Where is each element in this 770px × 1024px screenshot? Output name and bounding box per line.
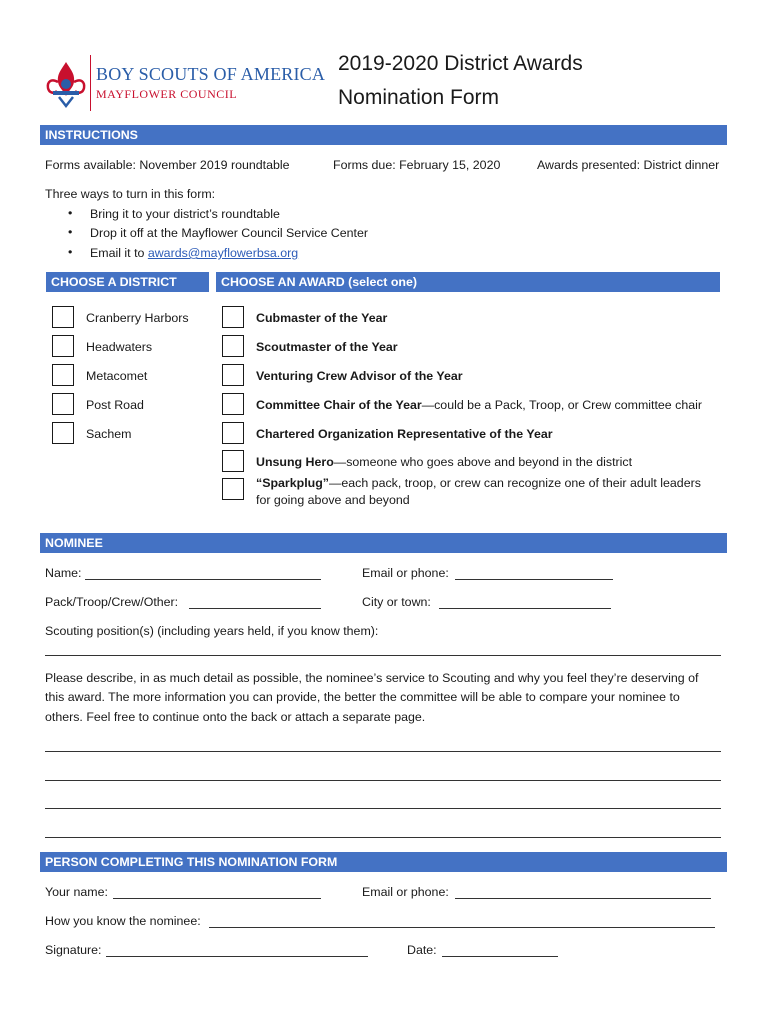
your-name-label: Your name: bbox=[45, 885, 108, 899]
completer-heading: PERSON COMPLETING THIS NOMINATION FORM bbox=[40, 852, 727, 872]
way-service-center: Drop it off at the Mayflower Council Service Center bbox=[90, 226, 368, 240]
completer-email-label: Email or phone: bbox=[362, 885, 449, 899]
describe-line2: this award. The more information you can provide, the better the committee will be able to compare your nominee to bbox=[45, 690, 680, 704]
awards-email-link[interactable]: awards@mayflowerbsa.org bbox=[147, 246, 299, 260]
nominee-city-label: City or town: bbox=[362, 595, 431, 609]
award-name: Unsung Hero bbox=[256, 455, 334, 469]
district-label: Cranberry Harbors bbox=[86, 311, 189, 325]
district-label: Metacomet bbox=[86, 369, 148, 383]
signature-label: Signature: bbox=[45, 943, 102, 957]
nominee-heading: NOMINEE bbox=[40, 533, 727, 553]
award-checkbox-unsung-hero[interactable] bbox=[222, 450, 244, 472]
fleur-de-lis-icon bbox=[45, 60, 87, 110]
how-know-field[interactable] bbox=[209, 927, 715, 928]
bsa-logo bbox=[45, 60, 87, 110]
ways-intro: Three ways to turn in this form: bbox=[45, 187, 216, 201]
award-checkbox-cor[interactable] bbox=[222, 422, 244, 444]
award-label-sparkplug bbox=[256, 476, 701, 490]
forms-available: Forms available: November 2019 roundtable bbox=[45, 158, 290, 172]
award-label-unsung-hero bbox=[256, 455, 632, 469]
form-title-line1: 2019-2020 District Awards bbox=[338, 52, 583, 75]
award-description: —each pack, troop, or crew can recognize one of their adult leaders bbox=[328, 476, 701, 490]
nominee-email-label: Email or phone: bbox=[362, 566, 449, 580]
way-roundtable: Bring it to your district’s roundtable bbox=[90, 207, 280, 221]
description-line-field[interactable] bbox=[45, 751, 721, 752]
award-label-crew-advisor: Venturing Crew Advisor of the Year bbox=[256, 369, 463, 383]
description-line-field[interactable] bbox=[45, 780, 721, 781]
org-name: BOY SCOUTS OF AMERICA bbox=[96, 64, 326, 84]
award-description: —could be a Pack, Troop, or Crew committee chair bbox=[421, 398, 702, 412]
district-label: Post Road bbox=[86, 398, 144, 412]
bullet-icon: • bbox=[68, 206, 73, 220]
instructions-heading: INSTRUCTIONS bbox=[40, 125, 727, 145]
district-checkbox-cranberry-harbors[interactable] bbox=[52, 306, 74, 328]
district-checkbox-post-road[interactable] bbox=[52, 393, 74, 415]
award-heading: CHOOSE AN AWARD (select one) bbox=[216, 272, 720, 292]
district-checkbox-sachem[interactable] bbox=[52, 422, 74, 444]
date-label: Date: bbox=[407, 943, 437, 957]
award-label-cubmaster: Cubmaster of the Year bbox=[256, 311, 388, 325]
nominee-positions-field[interactable] bbox=[45, 655, 721, 656]
award-description: —someone who goes above and beyond in the district bbox=[333, 455, 633, 469]
district-checkbox-metacomet[interactable] bbox=[52, 364, 74, 386]
council-name: MAYFLOWER COUNCIL bbox=[96, 87, 238, 101]
award-label-scoutmaster: Scoutmaster of the Year bbox=[256, 340, 398, 354]
award-name: Committee Chair of the Year bbox=[256, 398, 422, 412]
district-label: Headwaters bbox=[86, 340, 153, 354]
award-checkbox-scoutmaster[interactable] bbox=[222, 335, 244, 357]
award-label-sparkplug-line2: for going above and beyond bbox=[256, 493, 410, 507]
award-label-committee-chair bbox=[256, 398, 702, 412]
description-line-field[interactable] bbox=[45, 837, 721, 838]
award-checkbox-sparkplug[interactable] bbox=[222, 478, 244, 500]
district-label: Sachem bbox=[86, 427, 132, 441]
nominee-unit-label: Pack/Troop/Crew/Other: bbox=[45, 595, 179, 609]
award-name: “Sparkplug” bbox=[256, 476, 329, 490]
date-field[interactable] bbox=[442, 956, 558, 957]
nominee-email-field[interactable] bbox=[455, 579, 613, 580]
bullet-icon: • bbox=[68, 225, 73, 239]
district-checkbox-headwaters[interactable] bbox=[52, 335, 74, 357]
award-checkbox-cubmaster[interactable] bbox=[222, 306, 244, 328]
award-label-cor: Chartered Organization Representative of the Year bbox=[256, 427, 553, 441]
how-know-label: How you know the nominee: bbox=[45, 914, 201, 928]
your-name-field[interactable] bbox=[113, 898, 321, 899]
district-heading: CHOOSE A DISTRICT bbox=[46, 272, 209, 292]
description-line-field[interactable] bbox=[45, 808, 721, 809]
bullet-icon: • bbox=[68, 245, 73, 259]
way-email-prefix: Email it to bbox=[90, 246, 148, 260]
nominee-positions-label: Scouting position(s) (including years held, if you know them): bbox=[45, 624, 379, 638]
completer-email-field[interactable] bbox=[455, 898, 711, 899]
form-title-line2: Nomination Form bbox=[338, 86, 500, 109]
describe-line1: Please describe, in as much detail as possible, the nominee’s service to Scouting and why you feel they’re deserving of bbox=[45, 671, 699, 685]
nominee-unit-field[interactable] bbox=[189, 608, 321, 609]
awards-presented: Awards presented: District dinner bbox=[537, 158, 720, 172]
describe-line3: others. Feel free to continue onto the back or attach a separate page. bbox=[45, 710, 426, 724]
forms-due: Forms due: February 15, 2020 bbox=[333, 158, 501, 172]
way-email bbox=[90, 246, 298, 260]
award-checkbox-committee-chair[interactable] bbox=[222, 393, 244, 415]
logo-divider bbox=[90, 55, 91, 111]
signature-field[interactable] bbox=[106, 956, 368, 957]
award-checkbox-crew-advisor[interactable] bbox=[222, 364, 244, 386]
nominee-city-field[interactable] bbox=[439, 608, 611, 609]
nominee-name-field[interactable] bbox=[85, 579, 321, 580]
nominee-name-label: Name: bbox=[45, 566, 82, 580]
